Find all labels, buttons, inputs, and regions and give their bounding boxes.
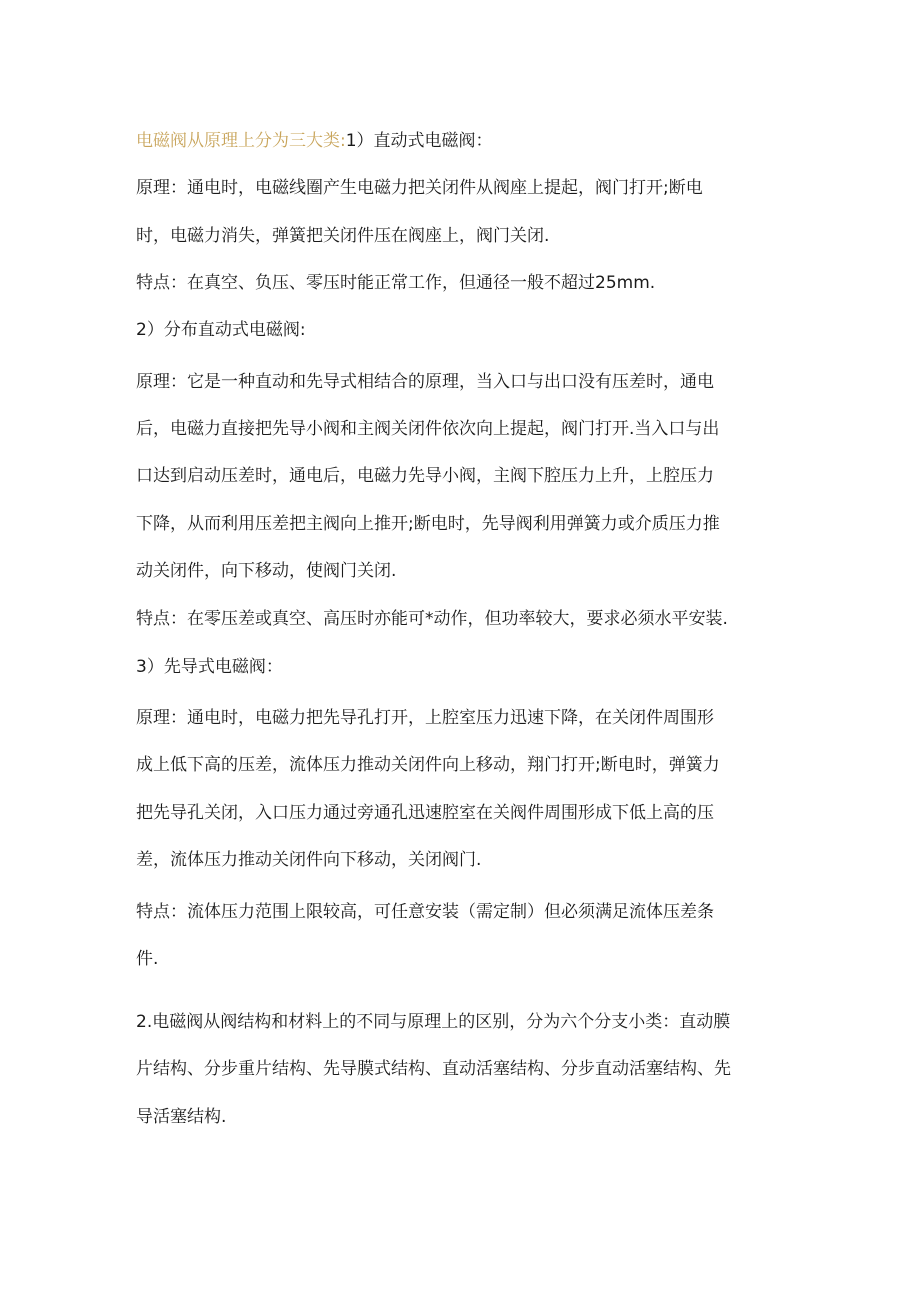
- text-line: 件.: [136, 949, 159, 969]
- heading-accent-text: 电磁阀从原理上分为三大类:: [136, 131, 346, 151]
- text-line: 2.电磁阀从阀结构和材料上的不同与原理上的区别，分为六个分支小类：直动膜: [136, 1012, 731, 1032]
- text-line: 下降，从而利用压差把主阀向上推开;断电时，先导阀利用弹簧力或介质压力推: [136, 514, 720, 534]
- text-line: 原理：通电时，电磁线圈产生电磁力把关闭件从阀座上提起，阀门打开;断电: [136, 178, 703, 198]
- text-line: 片结构、分步重片结构、先导膜式结构、直动活塞结构、分步直动活塞结构、先: [136, 1059, 731, 1079]
- text-line: 原理：它是一种直动和先导式相结合的原理，当入口与出口没有压差时，通电: [136, 372, 714, 392]
- text-line: 导活塞结构.: [136, 1107, 227, 1127]
- text-line: 3）先导式电磁阀：: [136, 657, 283, 677]
- text-line: 把先导孔关闭，入口压力通过旁通孔迅速腔室在关阀件周围形成下低上高的压: [136, 803, 714, 823]
- text-line: 2）分布直动式电磁阀:: [136, 320, 306, 340]
- text-line: 原理：通电时，电磁力把先导孔打开，上腔室压力迅速下降，在关闭件周围形: [136, 708, 714, 728]
- text-line: 口达到启动压差时，通电后，电磁力先导小阀，主阀下腔压力上升，上腔压力: [136, 466, 714, 486]
- text-line: 差，流体压力推动关闭件向下移动，关闭阀门.: [136, 850, 482, 870]
- text-line: 成上低下高的压差，流体压力推动关闭件向上移动，翔门打开;断电时，弹簧力: [136, 755, 720, 775]
- text-line: 动关闭件，向下移动，使阀门关闭.: [136, 561, 397, 581]
- heading-line: [136, 129, 493, 153]
- text-line: 特点：流体压力范围上限较高，可任意安装（需定制）但必须满足流体压差条: [136, 902, 714, 922]
- text-line: 后，电磁力直接把先导小阀和主阀关闭件依次向上提起，阀门打开.当入口与出: [136, 419, 720, 439]
- text-line: 时，电磁力消失，弹簧把关闭件压在阀座上，阀门关闭.: [136, 226, 550, 246]
- text-line: 特点：在真空、负压、零压时能正常工作，但通径一般不超过25mm.: [136, 273, 656, 293]
- heading-rest-text: 1）直动式电磁阀：: [345, 131, 493, 151]
- text-line: 特点：在零压差或真空、高压时亦能可*动作，但功率较大，要求必须水平安装.: [136, 609, 728, 629]
